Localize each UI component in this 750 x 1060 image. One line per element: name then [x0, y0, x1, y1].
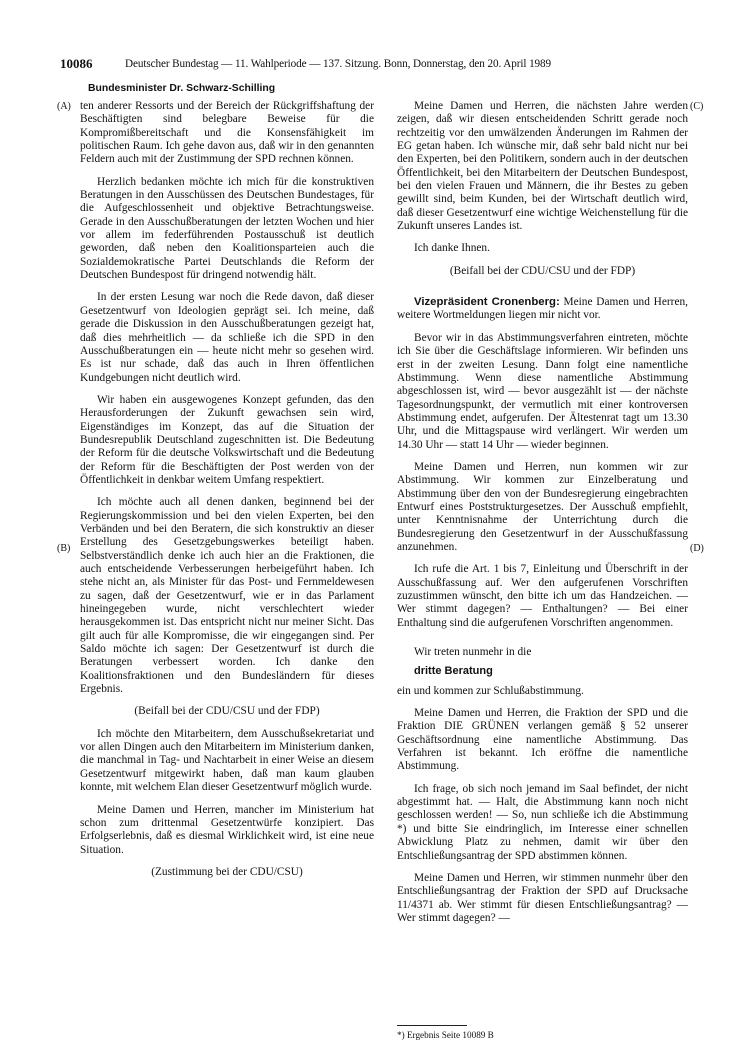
paragraph: Wir haben ein ausgewogenes Konzept gefunden, das den Herausforderungen der Zukunft gewachsen sein wird, Eigenständiges im Konzept, das auf die Situation der Bundesrepublik Deutschland zugeschnitten ist. Die Bedeutung der Reform für die deutsche Volkswirtschaft und die Bedeutung der Reform für die Beschäftigten der Post werden von der Öffentlichkeit in denkbar weitem Umfang respektiert.: [80, 393, 374, 486]
vice-president-name: Vizepräsident Cronenberg:: [414, 296, 560, 309]
footnote: *) Ergebnis Seite 10089 B: [397, 1030, 494, 1040]
paragraph: In der ersten Lesung war noch die Rede davon, daß dieser Gesetzentwurf von Ideologien geprägt sei. Ich meine, daß gerade die Diskussion in den Ausschußberatungen gezeigt hat, daß dies mehrheitlich — da schließe ich die SPD in den Ausschußberatungen ein — heute nicht mehr so gesehen wird. Es ist nur schade, daß das auch in Ihren öffentlichen Kundgebungen nicht deutlich wird.: [80, 291, 374, 384]
page-number: 10086: [60, 56, 93, 71]
paragraph: Herzlich bedanken möchte ich mich für die konstruktiven Beratungen in den Ausschüssen des Deutschen Bundestages, für die Aufgeschlossenheit und objektive Betrachtungsweise. Gerade in den Ausschußberatungen der letzten Wochen und hier vor allem im federführenden Postausschuß ist deutlich geworden, daß neben den Koalitionsparteien auch die Sozialdemokratische Partei Deutschlands die Reform der Deutschen Bundespost für dringend notwendig hält.: [80, 175, 374, 282]
paragraph: ten anderer Ressorts und der Bereich der Rückgriffshaftung der Beschäftigten sind belegbare Beweise für die Kompromißbereitschaft und die Konsensfähigkeit im politischen Raum. Ich gehe davon aus, daß wir in den genannten Feldern auch mit der Zustimmung der SPD rechnen können.: [80, 100, 374, 166]
applause-note: (Zustimmung bei der CDU/CSU): [151, 865, 303, 878]
speaker-line: Bundesminister Dr. Schwarz-Schilling: [88, 83, 276, 94]
applause-note: (Beifall bei der CDU/CSU und der FDP): [134, 705, 320, 718]
paragraph: Meine Damen und Herren, die Fraktion der SPD und die Fraktion DIE GRÜNEN verlangen gemäß § 52 unserer Geschäftsordnung eine namentliche Abstimmung. Das Verfahren ist bekannt. Ich eröffne die namentliche Abstimmung.: [397, 707, 688, 773]
vice-president-paragraph: [397, 296, 688, 323]
left-column: [80, 100, 374, 888]
paragraph: Ich frage, ob sich noch jemand im Saal befindet, der nicht abgestimmt hat. — Halt, die Abstimmung kann noch nicht geschlossen werden! — So, nun schließe ich die Abstimmung *) und bitte Sie eindringlich, im Interesse einer schnellen Abwicklung Platz zu nehmen, damit wir über den Entschließungsantrag der SPD abstimmen können.: [397, 782, 688, 862]
paragraph: Ich möchte auch all denen danken, beginnend bei der Regierungskommission und bei den vielen Experten, bei den Verbänden und bei den Beratern, die sich konstruktiv an dieser Erstellung des Gesetzgebungswerkes beteiligt haben. Selbstverständlich denke ich auch hier an die Fraktionen, die auch entscheidende Verbesserungen herbeigeführt haben. Ich stehe nicht an, als Minister für das Post- und Fernmeldewesen zu sagen, daß der Gesetzentwurf, wie er in das Parlament hineingegeben wurde, nicht verschlechtert wieder herausgekommen ist. Das entspricht nicht nur meiner Sicht. Das gilt auch für alle Kompromisse, die wir eingegangen sind. Per Saldo möchte ich sagen: Der Gesetzentwurf ist durch die Beratungen verbessert worden. Ich danke den Koalitionsfraktionen und den Bundesländern für dieses Ergebnis.: [80, 496, 374, 696]
margin-mark-b: (B): [57, 543, 71, 554]
paragraph: Meine Damen und Herren, wir stimmen nunmehr über den Entschließungsantrag der Fraktion der SPD auf Drucksache 11/4371 ab. Wer stimmt für diesen Entschließungsantrag? — Wer stimmt dagegen? —: [397, 871, 688, 924]
margin-mark-d: (D): [690, 543, 704, 554]
paragraph: Meine Damen und Herren, die nächsten Jahre werden zeigen, daß wir diesen entscheidenden Schritt gerade noch rechtzeitig vor den umwälzenden Änderungen im Rahmen der EG getan haben. Ich wünsche mir, daß sehr bald nicht nur bei den Experten, bei den Politikern, sondern auch in der deutschen Öffentlichkeit, bei den Mitarbeitern der Deutschen Bundespost, bei den vielen Frauen und Männern, die ihr Bestes zu geben gewillt sind, beim Kunden, bei der Wirtschaft deutlich wird, daß dieser Gesetzentwurf eine wichtige Weichenstellung für die Zukunft unseres Landes ist.: [397, 100, 688, 233]
footnote-divider: [397, 1025, 467, 1026]
paragraph: Ich möchte den Mitarbeitern, dem Ausschußsekretariat und vor allen Dingen auch den Mitarbeitern im Ministerium danken, die manchmal in Tag- und Nachtarbeit in einer Weise an diesem Gesetzentwurf mitgewirkt haben, daß man kaum glauben konnte, mit welchem Elan dieser Gesetzentwurf möglich wurde.: [80, 727, 374, 794]
page-header-title: Deutscher Bundestag — 11. Wahlperiode — 137. Sitzung. Bonn, Donnerstag, den 20. April 1989: [125, 58, 552, 70]
paragraph: Meine Damen und Herren, mancher im Ministerium hat schon zum drittenmal Gesetzentwürfe konzipiert. Das Erfolgserlebnis, daß es diesmal Wirklichkeit wird, ist eine neue Situation.: [80, 803, 374, 856]
paragraph: Bevor wir in das Abstimmungsverfahren eintreten, möchte ich Sie über die Geschäftslage informieren. Wir befinden uns erst in der zweiten Lesung. Dann folgt eine namentliche Abstimmung. Wenn diese namentliche Abstimmung abgeschlossen ist, wird — bevor ausgezählt ist — der nächste Tagesordnungspunkt, der vermutlich mit einer kontroversen Abstimmung endet, aufgerufen. Der Ältestenrat tagt um 13.30 Uhr, und die Mittagspause wird verlängert. Wir werden um 14.30 Uhr — statt 14 Uhr — wieder beginnen.: [397, 331, 688, 451]
margin-mark-a: (A): [57, 101, 71, 112]
vice-president-text: Meine Damen und Herren, weitere Wortmeldungen liegen mir nicht vor.: [397, 296, 688, 322]
section-heading: dritte Beratung: [414, 665, 493, 678]
right-column: [397, 100, 688, 934]
paragraph: ein und kommen zur Schlußabstimmung.: [397, 684, 584, 697]
dritte-beratung-line: [397, 665, 688, 678]
applause-note: (Beifall bei der CDU/CSU und der FDP): [449, 264, 636, 277]
margin-mark-c: (C): [690, 101, 704, 112]
paragraph: Ich rufe die Art. 1 bis 7, Einleitung und Überschrift in der Ausschußfassung auf. Wer den aufgerufenen Vorschriften zuzustimmen wünscht, den bitte ich um das Handzeichen. — Wer stimmt dagegen? — Enthaltungen? — Bei einer Enthaltung sind die aufgerufenen Vorschriften angenommen.: [397, 563, 688, 629]
paragraph: Meine Damen und Herren, nun kommen wir zur Abstimmung. Wir kommen zur Einzelberatung und Abstimmung über den von der Bundesregierung eingebrachten Entwurf eines Poststrukturgesetzes. Der Ausschuß empfiehlt, unter Kenntnisnahme der Unterrichtung durch die Bundesregierung den Gesetzentwurf in der Ausschußfassung anzunehmen.: [397, 460, 688, 553]
paragraph: Ich danke Ihnen.: [414, 242, 490, 255]
paragraph: Wir treten nunmehr in die: [414, 646, 532, 659]
